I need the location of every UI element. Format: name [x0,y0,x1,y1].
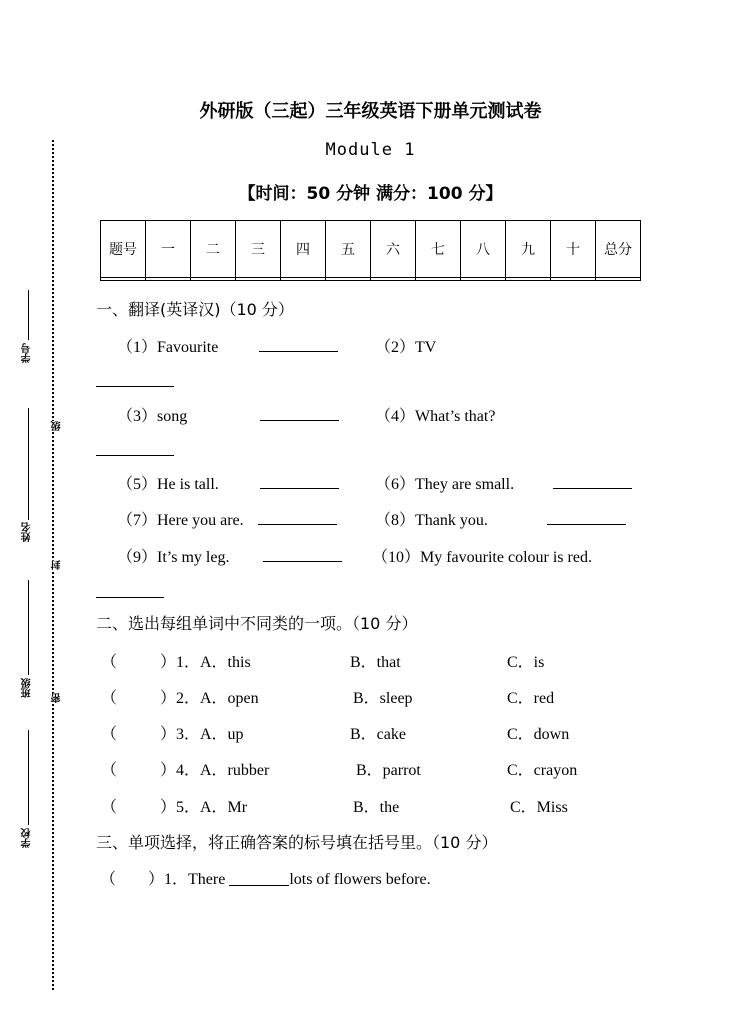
mc-question-1-prefix: （ ）1．There [100,871,230,888]
student-id-label: 学号 [22,343,33,363]
choice-row-3-a: ）3．A．up [160,726,244,743]
score-header-cell: 一 [146,221,191,278]
answer-blank-7[interactable] [258,510,337,525]
score-value-row [101,278,641,281]
choice-row-5-a: ）5．A．Mr [160,799,248,816]
class-label: 班级 [22,678,33,698]
choice-row-5-c: C．Miss [510,799,568,816]
score-cell[interactable] [461,278,506,281]
mc-question-1 [100,866,431,889]
choice-row-1-a: ）1．A．this [160,654,251,671]
score-header-cell: 九 [506,221,551,278]
score-header-row [101,221,641,278]
section1-title: 一、翻译(英译汉)（10 分） [96,300,294,319]
choice-row-1-c: C．is [507,654,545,671]
answer-blank-10[interactable] [96,583,164,598]
score-header-cell: 七 [416,221,461,278]
score-header-cell: 六 [371,221,416,278]
seal-char-mi: 密 [52,693,63,703]
score-cell[interactable] [191,278,236,281]
choice-paren[interactable]: （ [101,690,118,707]
choice-row-3-b: B．cake [350,726,406,743]
translate-item-8: （8）Thank you. [375,512,488,529]
answer-blank-9[interactable] [263,547,342,562]
choice-paren[interactable]: （ [101,654,118,671]
choice-row-2-a: ）2．A．open [160,690,259,707]
translate-item-4: （4）What’s that? [375,408,496,425]
answer-blank-4[interactable] [96,441,174,456]
time-info: 【时间：50 分钟 满分：100 分】 [238,184,503,204]
class-line [28,580,29,675]
section2-title: 二、选出每组单词中不同类的一项。（10 分） [96,614,418,633]
answer-blank-6[interactable] [553,474,632,489]
translate-item-1: （1）Favourite [117,339,219,356]
choice-row-3-c: C．down [507,726,570,743]
score-header-cell: 三 [236,221,281,278]
module-subtitle: Module 1 [325,140,416,160]
mc-question-1-blank[interactable] [229,871,289,886]
score-header-cell: 题号 [101,221,146,278]
score-header-cell: 八 [461,221,506,278]
score-cell[interactable] [281,278,326,281]
translate-item-9: （9）It’s my leg. [117,549,230,566]
mc-question-1-suffix: lots of flowers before. [289,871,431,888]
translate-item-10: （10）My favourite colour is red. [372,549,592,566]
page-title: 外研版（三起）三年级英语下册单元测试卷 [199,101,542,122]
choice-row-5-b: B．the [353,799,400,816]
translate-item-6: （6）They are small. [375,476,515,493]
translate-item-5: （5）He is tall. [117,476,219,493]
score-header-cell: 十 [551,221,596,278]
score-cell[interactable] [596,278,641,281]
answer-blank-5[interactable] [260,474,339,489]
name-label: 姓名 [22,522,33,542]
choice-row-2-b: B．sleep [353,690,413,707]
score-cell[interactable] [551,278,596,281]
answer-blank-8[interactable] [547,510,626,525]
seal-char-feng: 封 [52,560,63,570]
choice-paren[interactable]: （ [101,726,118,743]
score-header-cell: 二 [191,221,236,278]
score-header-cell: 总分 [596,221,641,278]
choice-row-2-c: C．red [507,690,555,707]
score-cell[interactable] [416,278,461,281]
name-line [28,408,29,520]
section3-title: 三、单项选择，将正确答案的标号填在括号里。（10 分） [96,833,498,852]
choice-row-4-a: ）4．A．rubber [160,762,270,779]
choice-paren[interactable]: （ [101,762,118,779]
translate-item-7: （7）Here you are. [117,512,244,529]
score-cell[interactable] [506,278,551,281]
score-cell[interactable] [371,278,416,281]
score-cell[interactable] [101,278,146,281]
score-cell[interactable] [326,278,371,281]
score-header-cell: 五 [326,221,371,278]
student-id-line [28,290,29,340]
score-cell[interactable] [146,278,191,281]
seal-char-ji: 级 [52,421,63,431]
answer-blank-3[interactable] [260,406,339,421]
school-label: 学校 [22,828,33,848]
translate-item-2: （2）TV [375,339,437,356]
answer-blank-1[interactable] [259,337,338,352]
choice-row-4-b: B．parrot [356,762,421,779]
score-table [100,220,641,281]
choice-row-4-c: C．crayon [507,762,578,779]
choice-paren[interactable]: （ [101,799,118,816]
choice-row-1-b: B．that [350,654,401,671]
translate-item-3: （3）song [117,408,188,425]
answer-blank-2[interactable] [96,372,174,387]
score-cell[interactable] [236,278,281,281]
school-line [28,730,29,825]
score-header-cell: 四 [281,221,326,278]
